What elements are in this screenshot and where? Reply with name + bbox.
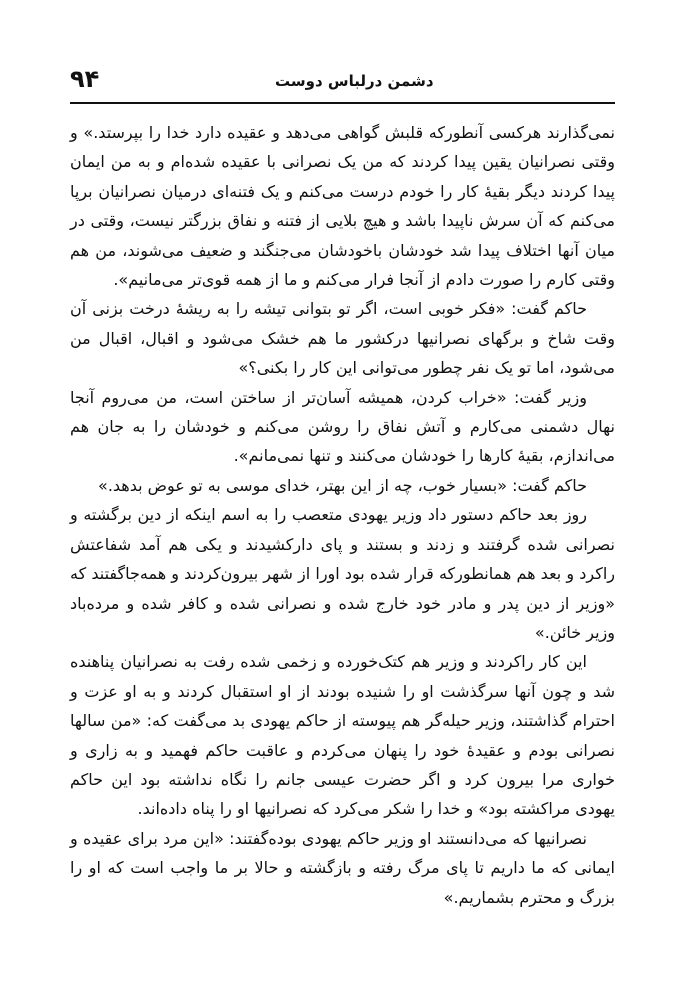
paragraph: نمی‌گذارند هرکسی آنطورکه قلبش گواهی می‌دهد و عقیده دارد خدا را بپرستد.» و وقتی نصرانیان یقین پیدا کردند که من یک نصرانی با عقیده شده‌ام و به من ایمان پیدا کردند دیگر بقیهٔ کار را خودم درست می‌کنم و یک فتنه‌ای درمیان نصرانیان برپا می‌کنم که آن سرش ناپیدا باشد و هیچ بلایی از فتنه و نفاق بزرگتر نیست، وقتی در میان آنها اختلاف پیدا شد خودشان باخودشان می‌جنگند و ضعیف می‌شوند، من هم وقتی کارم را صورت دادم از آنجا فرار می‌کنم و ما از همه قوی‌تر می‌مانیم».	[70, 123, 615, 290]
page-number: ۹۴	[70, 65, 100, 93]
paragraph: حاکم گفت: «فکر خوبی است، اگر تو بتوانی تیشه را به ریشهٔ درخت بزنی آن وقت شاخ و برگهای نصرانیها درکشور ما هم خشک می‌شود و اقبال، اقبال من می‌شود، اما تو یک نفر چطور می‌توانی این کار را بکنی؟»	[70, 299, 615, 378]
paragraph: وزیر گفت: «خراب کردن، همیشه آسان‌تر از ساختن است، من می‌روم آنجا نهال دشمنی می‌کارم و آتش نفاق را روشن می‌کنم و خودشان را به جان هم می‌اندازم، بقیهٔ کارها را خودشان می‌کنند و تنها نمی‌مانم».	[70, 387, 615, 466]
paragraph: این کار راکردند و وزیر هم کتک‌خورده و زخمی شده رفت به نصرانیان پناهنده شد و چون آنها سرگذشت او را شنیده بودند از او استقبال کردند و به او عزت و احترام گذاشتند، وزیر حیله‌گر هم پیوسته از حاکم یهودی بد می‌گفت که: «من سالها نصرانی بودم و عقیدهٔ خود را پنهان می‌کردم و عاقبت حاکم فهمید و به زاری و خواری مرا بیرون کرد و اگر حضرت عیسی جانم را نگاه نداشته بود این حاکم یهودی مراکشته بود» و خدا را شکر می‌کرد که نصرانیها او را پناه داده‌اند.	[70, 652, 615, 819]
body-text	[70, 118, 615, 912]
paragraph: روز بعد حاکم دستور داد وزیر یهودی متعصب را به اسم اینکه از دین برگشته و نصرانی شده گرفتند و زدند و بستند و پای دارکشیدند و یکی هم آمد شفاعتش راکرد و بعد هم همانطورکه قرار شده بود اورا از شهر بیرون‌کردند و همه‌جاگفتند که «وزیر از دین پدر و مادر خود خارج شده و نصرانی شده و کافر شده و مرده‌باد وزیر خائن.»	[70, 505, 615, 642]
running-title: دشمن درلباس دوست	[275, 72, 434, 90]
paragraph: نصرانیها که می‌دانستند او وزیر حاکم یهودی بوده‌گفتند: «این مرد برای عقیده و ایمانی که ما داریم تا پای مرگ رفته و بازگشته و حالا بر ما واجب است که او را بزرگ و محترم بشماریم.»	[70, 828, 615, 907]
paragraph: حاکم گفت: «بسیار خوب، چه از این بهتر، خدای موسی به تو عوض بدهد.»	[98, 475, 587, 495]
page-header	[70, 62, 615, 104]
